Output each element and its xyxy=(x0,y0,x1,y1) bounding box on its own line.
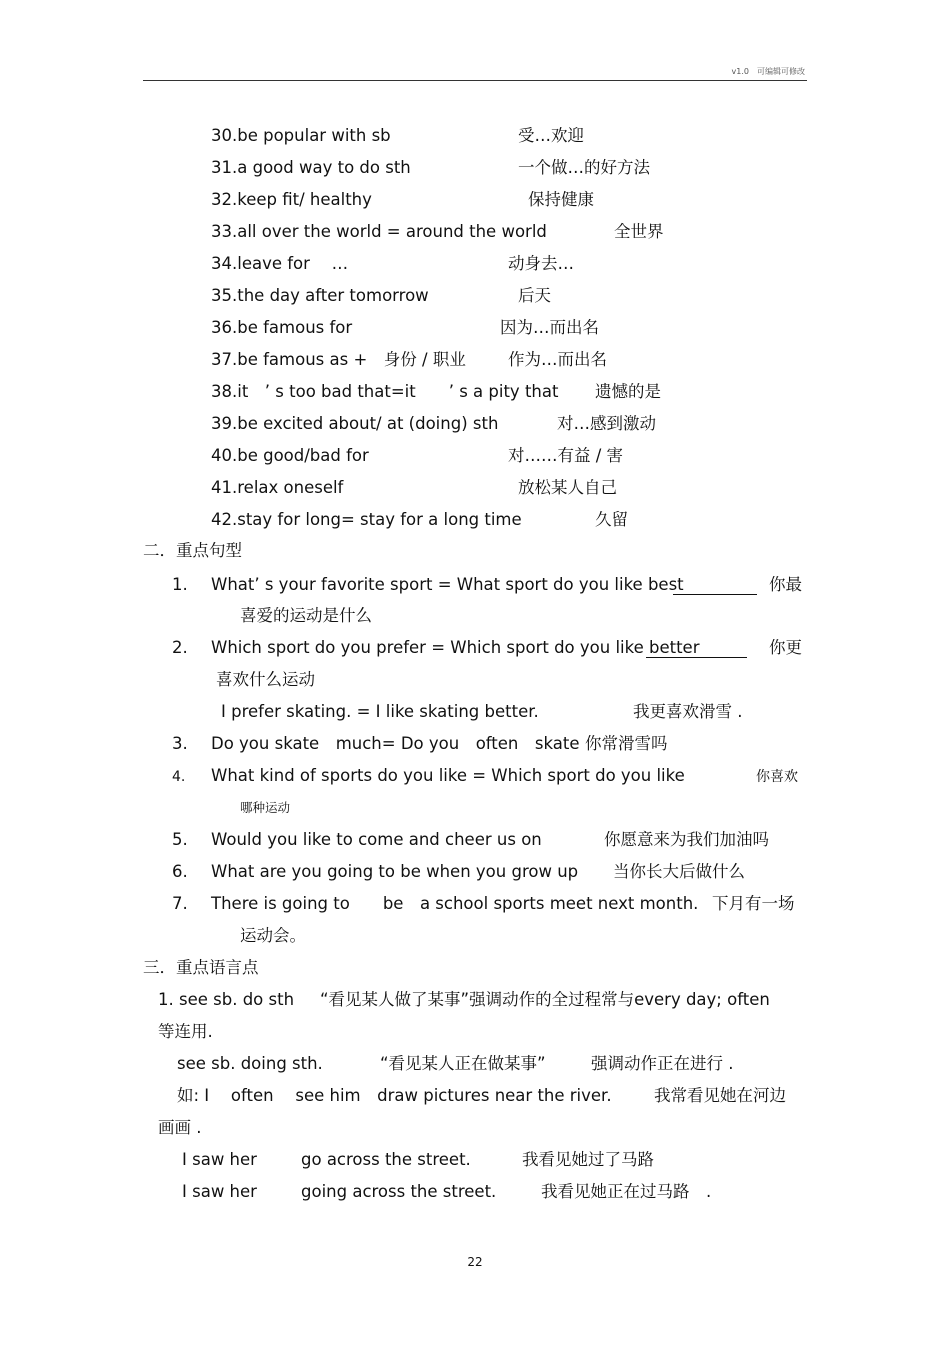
phrase-en: 35.the day after tomorrow xyxy=(211,286,429,305)
phrase-en: 30.be popular with sb xyxy=(211,126,391,145)
sentence-en: Do you skate much= Do you often skate xyxy=(211,734,580,753)
example-en: 如: I often see him draw pictures near the river. xyxy=(177,1086,612,1105)
phrase-cn: 遗憾的是 xyxy=(595,382,661,401)
sentence-en: There is going to be a school sports meet next month. xyxy=(211,894,699,913)
example-en: I saw her xyxy=(182,1150,257,1169)
section-title: 三．重点语言点 xyxy=(143,958,259,977)
phrase-cn: 动身去… xyxy=(508,254,574,273)
point-cn-cont: 等连用. xyxy=(158,1022,213,1041)
item-number: 3. xyxy=(172,734,188,753)
item-number: 1. xyxy=(172,575,188,594)
example-cn-cont: 画画 . xyxy=(158,1118,202,1137)
page-number: 22 xyxy=(467,1255,483,1269)
example-en: I saw her xyxy=(182,1182,257,1201)
item-number: 7. xyxy=(172,894,188,913)
sentence-cn-cont: 喜爱的运动是什么 xyxy=(240,606,372,625)
phrase-en: 33.all over the world = around the world xyxy=(211,222,547,241)
example-cn: 我看见她正在过马路 . xyxy=(541,1182,712,1201)
phrase-cn: 保持健康 xyxy=(528,190,594,209)
phrase-cn: 久留 xyxy=(595,510,628,529)
item-number: 4. xyxy=(172,769,186,785)
phrase-en: 31.a good way to do sth xyxy=(211,158,411,177)
section-title: 二．重点句型 xyxy=(143,541,242,560)
sentence-en: What’ s your favorite sport = What sport do you like best xyxy=(211,575,684,594)
sentence-en: Which sport do you prefer = Which sport do you like better xyxy=(211,638,700,657)
version-label: v1.0 可编辑可修改 xyxy=(731,67,805,76)
phrase-cn: 后天 xyxy=(518,286,551,305)
phrase-en: 39.be excited about/ at (doing) sth xyxy=(211,414,499,433)
example-en: I prefer skating. = I like skating better. xyxy=(221,702,539,721)
sentence-cn-cont: 哪种运动 xyxy=(240,800,291,815)
answer-blank xyxy=(673,594,757,595)
phrase-cn: 受…欢迎 xyxy=(518,126,584,145)
header-rule xyxy=(143,80,807,81)
point-cn: “看见某人正在做某事” xyxy=(380,1054,546,1073)
phrase-cn: 对…感到激动 xyxy=(557,414,656,433)
phrase-en: 32.keep fit/ healthy xyxy=(211,190,372,209)
sentence-cn: 你喜欢 xyxy=(756,769,798,785)
sentence-cn: 你更 xyxy=(769,638,802,657)
phrase-en: 40.be good/bad for xyxy=(211,446,369,465)
phrase-en: 38.it ’ s too bad that=it ’ s a pity that xyxy=(211,382,559,401)
point-en: 1. see sb. do sth xyxy=(158,990,295,1009)
sentence-cn-cont: 运动会。 xyxy=(240,926,306,945)
phrase-en: 41.relax oneself xyxy=(211,478,344,497)
sentence-en: What are you going to be when you grow up xyxy=(211,862,579,881)
phrase-en: 37.be famous as + 身份 / 职业 xyxy=(211,350,466,369)
sentence-cn: 下月有一场 xyxy=(712,894,795,913)
example-cn: 我常看见她在河边 xyxy=(654,1086,786,1105)
phrase-cn: 作为…而出名 xyxy=(508,350,607,369)
answer-blank xyxy=(646,657,747,658)
item-number: 6. xyxy=(172,862,188,881)
sentence-cn: 当你长大后做什么 xyxy=(613,862,745,881)
example-cn: 我看见她过了马路 xyxy=(522,1150,654,1169)
phrase-en: 36.be famous for xyxy=(211,318,353,337)
item-number: 2. xyxy=(172,638,188,657)
phrase-cn: 因为…而出名 xyxy=(500,318,599,337)
example-en: go across the street. xyxy=(301,1150,471,1169)
sentence-cn: 你最 xyxy=(769,575,802,594)
point-cn: 强调动作正在进行 . xyxy=(591,1054,734,1073)
sentence-cn: 你愿意来为我们加油吗 xyxy=(604,830,769,849)
phrase-cn: 全世界 xyxy=(614,222,664,241)
point-en: see sb. doing sth. xyxy=(177,1054,323,1073)
example-cn: 我更喜欢滑雪 . xyxy=(633,702,743,721)
sentence-cn: 你常滑雪吗 xyxy=(585,734,668,753)
point-cn: “看见某人做了某事”强调动作的全过程常与every day; often xyxy=(320,990,770,1009)
example-en: going across the street. xyxy=(301,1182,497,1201)
phrase-cn: 对……有益 / 害 xyxy=(508,446,624,465)
phrase-en: 42.stay for long= stay for a long time xyxy=(211,510,522,529)
sentence-en: Would you like to come and cheer us on xyxy=(211,830,542,849)
sentence-en: What kind of sports do you like = Which sport do you like xyxy=(211,766,685,785)
phrase-cn: 放松某人自己 xyxy=(518,478,617,497)
item-number: 5. xyxy=(172,830,188,849)
phrase-en: 34.leave for … xyxy=(211,254,349,273)
phrase-cn: 一个做…的好方法 xyxy=(518,158,650,177)
sentence-cn-cont: 喜欢什么运动 xyxy=(216,670,315,689)
